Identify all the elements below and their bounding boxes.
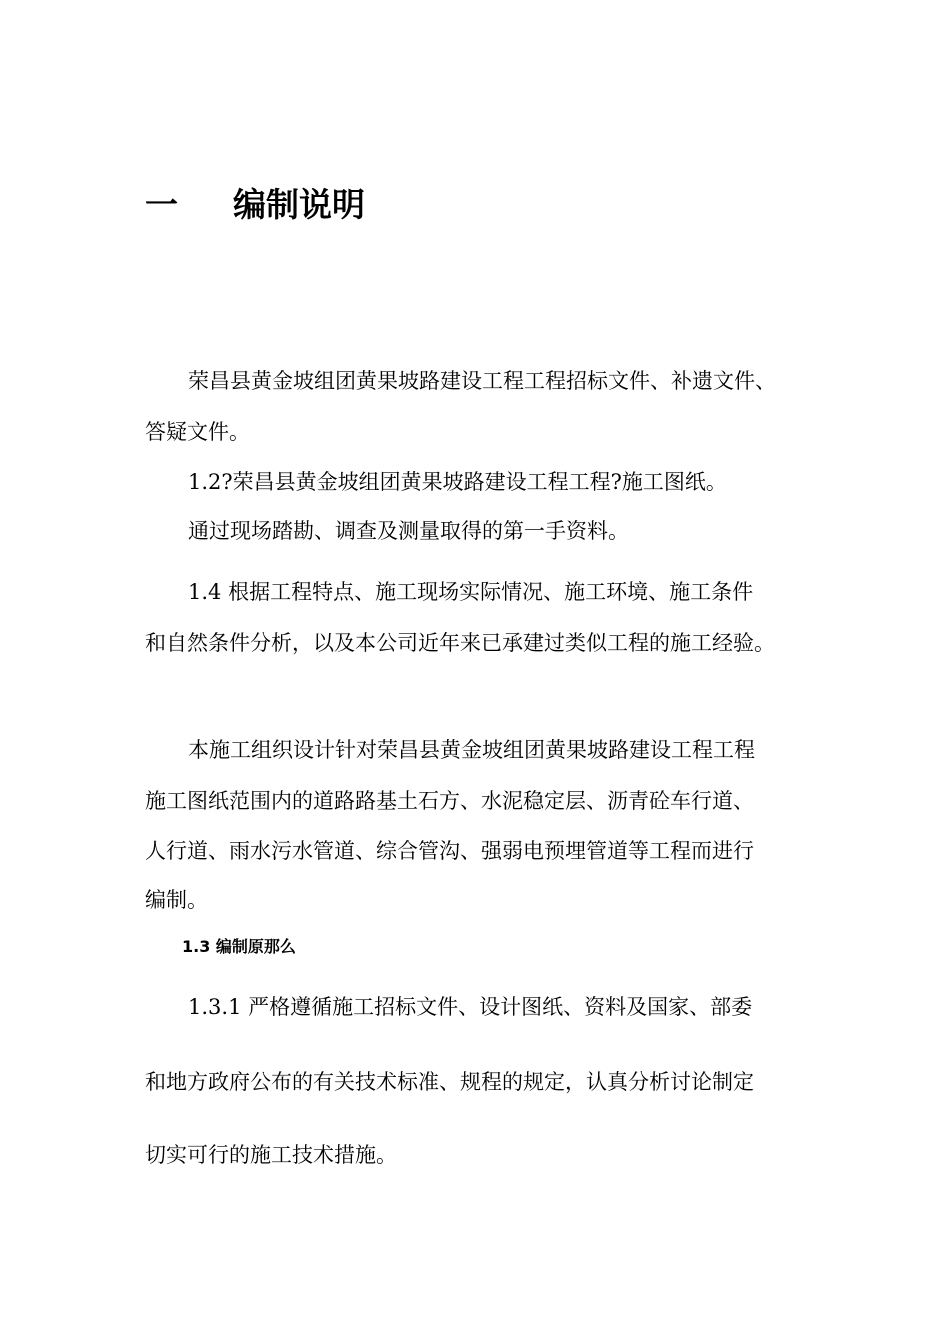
basis-paragraph-1-line-1: 荣昌县黄金坡组团黄果坡路建设工程工程招标文件、补遗文件、 — [188, 369, 776, 393]
section-title: 编制说明 — [233, 185, 365, 224]
basis-paragraph-4-line-2: 和自然条件分析，以及本公司近年来已承建过类似工程的施工经验。 — [145, 631, 775, 655]
basis-paragraph-4-line-1: 1.4 根据工程特点、施工现场实际情况、施工环境、施工条件 — [188, 580, 754, 604]
section-number: 一 — [145, 185, 178, 224]
principles-paragraph-line-2: 和地方政府公布的有关技术标准、规程的规定，认真分析讨论制定 — [145, 1070, 754, 1094]
basis-paragraph-1-line-2: 答疑文件。 — [145, 420, 250, 444]
basis-paragraph-3: 通过现场踏勘、调查及测量取得的第一手资料。 — [188, 519, 629, 543]
basis-paragraph-2: 1.2?荣昌县黄金坡组团黄果坡路建设工程工程?施工图纸。 — [188, 470, 727, 494]
scope-paragraph-line-2: 施工图纸范围内的道路路基土石方、水泥稳定层、沥青砼车行道、 — [145, 789, 754, 813]
scope-paragraph-line-3: 人行道、雨水污水管道、综合管沟、强弱电预埋管道等工程而进行 — [145, 839, 754, 863]
scope-paragraph-line-4: 编制。 — [145, 888, 208, 912]
scope-paragraph-line-1: 本施工组织设计针对荣昌县黄金坡组团黄果坡路建设工程工程 — [188, 738, 755, 762]
principles-heading: 1.3 编制原那么 — [182, 937, 296, 956]
principles-paragraph-line-3: 切实可行的施工技术措施。 — [145, 1143, 397, 1167]
principles-paragraph-line-1: 1.3.1 严格遵循施工招标文件、设计图纸、资料及国家、部委 — [188, 995, 753, 1019]
section-heading — [145, 180, 365, 230]
